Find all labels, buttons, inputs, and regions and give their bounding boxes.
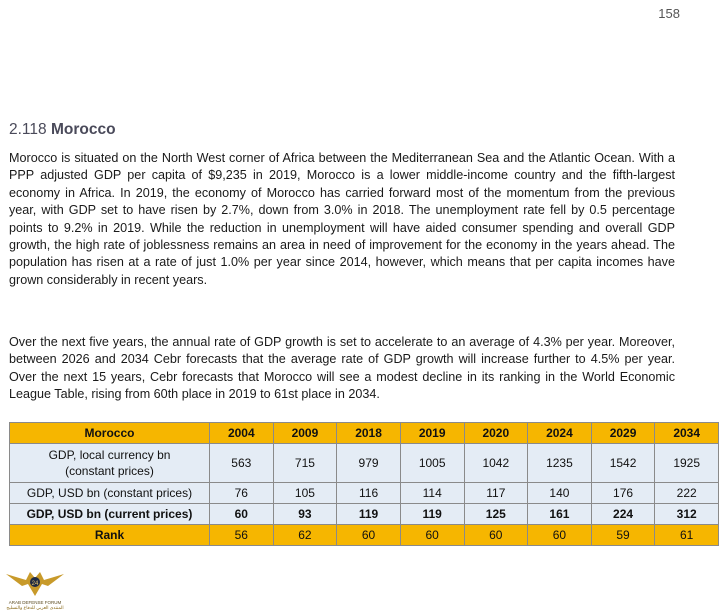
table-cell: 60 (210, 504, 274, 525)
header-year: 2029 (591, 423, 655, 444)
page-number: 158 (658, 6, 680, 21)
table-cell: 61 (655, 525, 719, 546)
table-cell: 161 (528, 504, 592, 525)
row-label: GDP, USD bn (current prices) (10, 504, 210, 525)
table-cell: 114 (400, 483, 464, 504)
arab-defense-forum-logo (4, 562, 66, 610)
svg-text:24: 24 (31, 581, 39, 587)
table-cell: 224 (591, 504, 655, 525)
table-cell: 140 (528, 483, 592, 504)
header-year: 2018 (337, 423, 401, 444)
header-year: 2004 (210, 423, 274, 444)
table-cell: 312 (655, 504, 719, 525)
eagle-icon (4, 562, 66, 600)
header-year: 2009 (273, 423, 337, 444)
section-number: 2.118 (9, 121, 47, 138)
table-cell: 119 (337, 504, 401, 525)
row-label-line2: (constant prices) (65, 464, 154, 478)
section-title: Morocco (50, 121, 116, 138)
table-cell: 1042 (464, 444, 528, 483)
table-cell: 60 (528, 525, 592, 546)
table-cell: 222 (655, 483, 719, 504)
table-cell: 56 (210, 525, 274, 546)
header-year: 2024 (528, 423, 592, 444)
table-cell: 93 (273, 504, 337, 525)
table-cell: 60 (464, 525, 528, 546)
paragraph-forecast: Over the next five years, the annual rate of GDP growth is set to accelerate to an average of 4.3% per year. Moreover, between 2026 and 2034 Cebr forecasts that the average rate of GDP growth will increase further to 4.5% per year. Over the next 15 years, Cebr forecasts that Morocco will see a modest decline in its ranking in the World Economic League Table, rising from 60th place in 2019 to 61st place in 2034. (9, 335, 675, 402)
table-cell: 176 (591, 483, 655, 504)
row-label-line1: GDP, local currency bn (48, 448, 171, 462)
table-header-row (10, 423, 719, 444)
table-cell: 979 (337, 444, 401, 483)
logo-text-en: ARAB DEFENSE FORUM (8, 600, 62, 605)
table-cell: 60 (337, 525, 401, 546)
section-heading (9, 121, 116, 139)
table-cell: 1005 (400, 444, 464, 483)
table-cell: 1235 (528, 444, 592, 483)
table-cell: 59 (591, 525, 655, 546)
table-cell: 715 (273, 444, 337, 483)
table-cell: 125 (464, 504, 528, 525)
header-year: 2020 (464, 423, 528, 444)
table-cell: 117 (464, 483, 528, 504)
table-row-gdp-local (10, 444, 719, 483)
table-cell: 1925 (655, 444, 719, 483)
table-cell: 563 (210, 444, 274, 483)
table-cell: 60 (400, 525, 464, 546)
table-cell: 119 (400, 504, 464, 525)
header-year: 2034 (655, 423, 719, 444)
gdp-table (9, 422, 719, 546)
logo-text-ar: المنتدى العربي للدفاع والتسليح (6, 605, 64, 610)
header-year: 2019 (400, 423, 464, 444)
table-row-rank (10, 525, 719, 546)
table-cell: 1542 (591, 444, 655, 483)
header-country: Morocco (10, 423, 210, 444)
paragraph-intro: Morocco is situated on the North West corner of Africa between the Mediterranean Sea and the Atlantic Ocean. With a PPP adjusted GDP per capita of $9,235 in 2019, Morocco is a lower middle-income country and the fifth-largest economy in Africa. In 2019, the economy of Morocco has carried forward most of the momentum from the previous year, with GDP set to have risen by 2.7%, down from 3.0% in 2018. The unemployment rate fell by 0.5 percentage points to 9.2% in 2019. While the reduction in unemployment will have aided consumer spending and overall GDP growth, the high rate of joblessness remains an area in need of improvement for the economy in the years ahead. The population has risen at a rate of just 1.0% per year since 2014, however, which means that per capita incomes have grown considerably in recent years. (9, 151, 675, 287)
table-cell: 116 (337, 483, 401, 504)
row-label: GDP, USD bn (constant prices) (10, 483, 210, 504)
row-label: Rank (10, 525, 210, 546)
row-label (10, 444, 210, 483)
table-cell: 105 (273, 483, 337, 504)
table-cell: 62 (273, 525, 337, 546)
table-row-gdp-usd-constant (10, 483, 719, 504)
table-row-gdp-usd-current (10, 504, 719, 525)
table-cell: 76 (210, 483, 274, 504)
